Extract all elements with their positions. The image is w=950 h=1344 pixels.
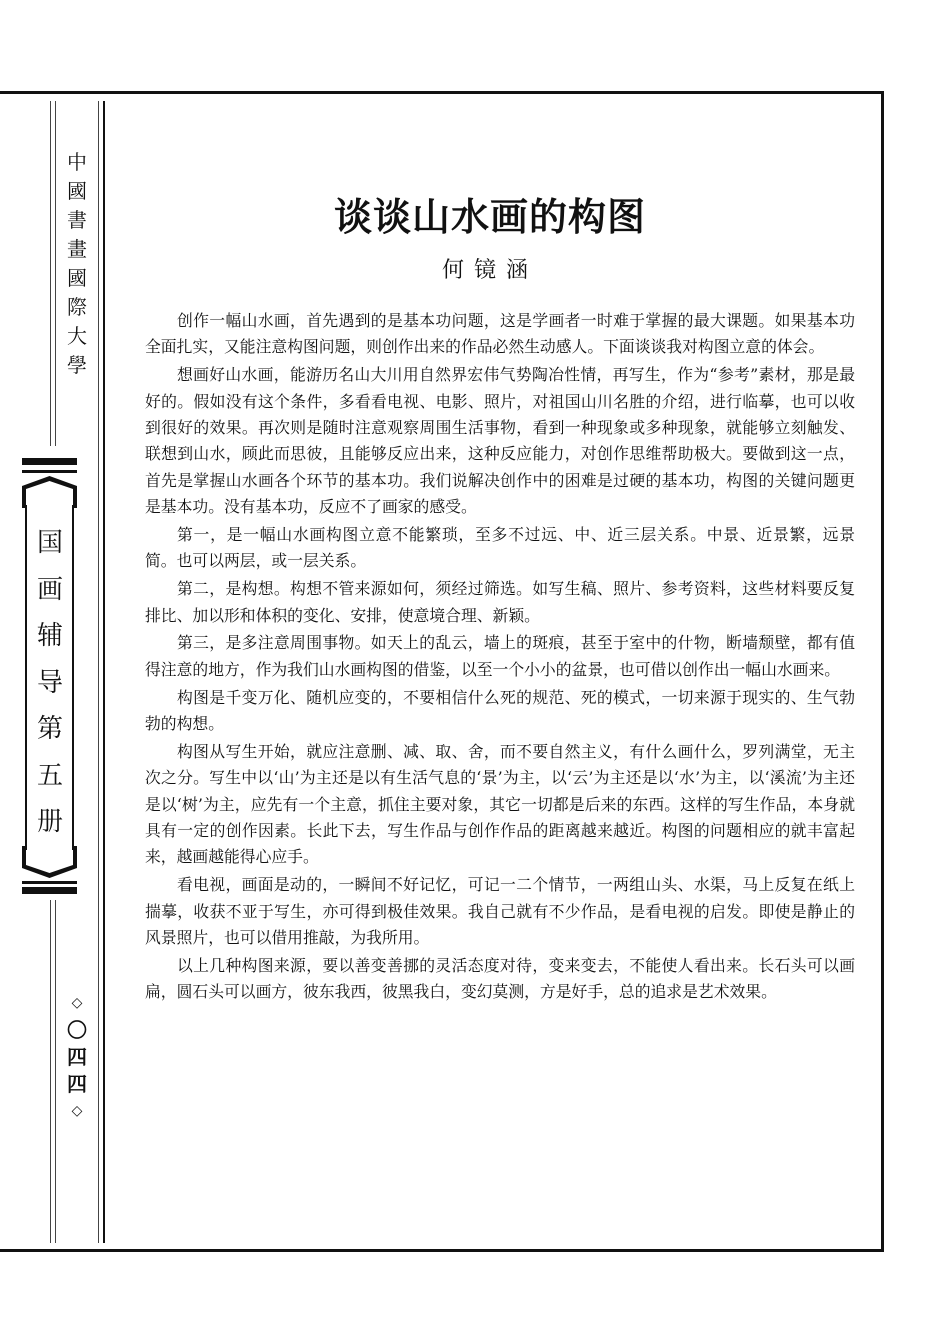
frame-inner-rule	[98, 101, 99, 1243]
ornament-bar-bottom	[22, 887, 77, 894]
ornament-bar-top	[22, 458, 77, 465]
book-title-char: 五	[36, 760, 63, 791]
chevron-top-ornament	[22, 476, 77, 508]
book-title	[26, 520, 74, 846]
article-title: 谈谈山水画的构图	[333, 194, 646, 239]
book-title-char: 辅	[36, 621, 63, 651]
article-author: 何镜涵	[441, 258, 538, 283]
sidebar-rule-left-2	[50, 101, 51, 446]
page-number-char: 四	[67, 1045, 87, 1069]
series-title-char: 大	[67, 324, 87, 348]
sidebar-rule-left-lower	[55, 900, 56, 1243]
book-title-char: 画	[36, 574, 63, 605]
book-title-char: 国	[36, 528, 63, 558]
book-title-char: 册	[36, 807, 63, 837]
paragraph: 以上几种构图来源，要以善变善挪的灵活态度对待，变来变去，不能使人看出来。长石头可以画扁，圆石头可以画方，彼东我西，彼黑我白，变幻莫测，方是好手，总的追求是艺术效果。	[145, 955, 855, 1002]
page-number-char: 〇	[67, 1018, 87, 1042]
book-title-char: 导	[36, 667, 63, 698]
diamond-icon: ◇	[71, 1103, 83, 1119]
chevron-bottom-ornament	[22, 846, 77, 878]
series-title-char: 中	[67, 150, 87, 174]
series-title-char: 國	[67, 266, 87, 290]
series-title-char: 際	[67, 295, 87, 319]
series-title-char: 畫	[67, 237, 87, 261]
paragraph: 看电视，画面是动的，一瞬间不好记忆，可记一二个情节，一两组山头、水渠，马上反复在纸上揣摹，收获不亚于写生，亦可得到极佳效果。我自己就有不少作品，是看电视的启发。即使是静止的风景照片，也可以借用推敲，为我所用。	[145, 875, 855, 948]
paragraph: 想画好山水画，能游历名山大川用自然界宏伟气势陶冶性情，再写生，作为“参考”素材，那是最好的。假如没有这个条件，多看看电视、电影、照片，对祖国山川名胜的介绍，进行临摹，也可以收到很好的效果。再次则是随时注意观察周围生活事物，看到一种现象或多种现象，就能够立刻触发、联想到山水，顾此而思彼，且能够反应出来，这种反应能力，对创作思维帮助极大。要做到这一点，首先是掌握山水画各个环节的基本功。我们说解决创作中的困难是过硬的基本功，构图的关键问题更是基本功。没有基本功，反应不了画家的感受。	[145, 365, 855, 517]
sidebar-rule-left-lower-2	[50, 900, 51, 1243]
page-number-char: 四	[67, 1072, 87, 1096]
paragraph: 构图是千变万化、随机应变的，不要相信什么死的规范、死的模式，一切来源于现实的、生气勃勃的构想。	[145, 687, 855, 734]
ornament-bar-top-thin	[22, 470, 77, 473]
series-title-char: 國	[67, 179, 87, 203]
frame-inner-rule-bold	[103, 101, 105, 1243]
paragraph: 构图从写生开始，就应注意删、减、取、舍，而不要自然主义，有什么画什么，罗列满堂，无主次之分。写生中以‘山’为主还是以有生活气息的‘景’为主，以‘云’为主还是以‘水’为主，以‘溪流’为主还是以‘树’为主，应先有一个主意，抓住主要对象，其它一切都是后来的东西。这样的写生作品，本身就具有一定的创作因素。长此下去，写生作品与创作作品的距离越来越近。构图的问题相应的就丰富起来，越画越能得心应手。	[145, 741, 855, 867]
series-title-char: 學	[67, 353, 87, 377]
sidebar-rule-left	[55, 101, 56, 446]
paragraph: 第一，是一幅山水画构图立意不能繁琐，至多不过远、中、近三层关系。中景、近景繁，远景简。也可以两层，或一层关系。	[145, 525, 855, 571]
book-title-char: 第	[36, 714, 63, 744]
paragraph: 第二，是构想。构想不管来源如何，须经过筛选。如写生稿、照片、参考资料，这些材料要反复排比、加以形和体积的变化、安排，使意境合理、新颖。	[145, 579, 855, 625]
paragraph: 第三，是多注意周围事物。如天上的乱云，墙上的斑痕，甚至于室中的什物，断墙颓壁，都有值得注意的地方，作为我们山水画构图的借鉴，以至一个小小的盆景，也可借以创作出一幅山水画来。	[145, 633, 855, 679]
series-title-char: 書	[67, 208, 87, 232]
page-number	[62, 990, 92, 1125]
ornament-bar-bottom-thin	[22, 881, 77, 884]
article-body	[145, 308, 855, 1007]
diamond-icon: ◇	[71, 995, 83, 1011]
series-title	[62, 148, 92, 380]
paragraph: 创作一幅山水画，首先遇到的是基本功问题，这是学画者一时难于掌握的最大课题。如果基本功全面扎实，又能注意构图问题，则创作出来的作品必然生动感人。下面谈谈我对构图立意的体会。	[145, 311, 855, 357]
